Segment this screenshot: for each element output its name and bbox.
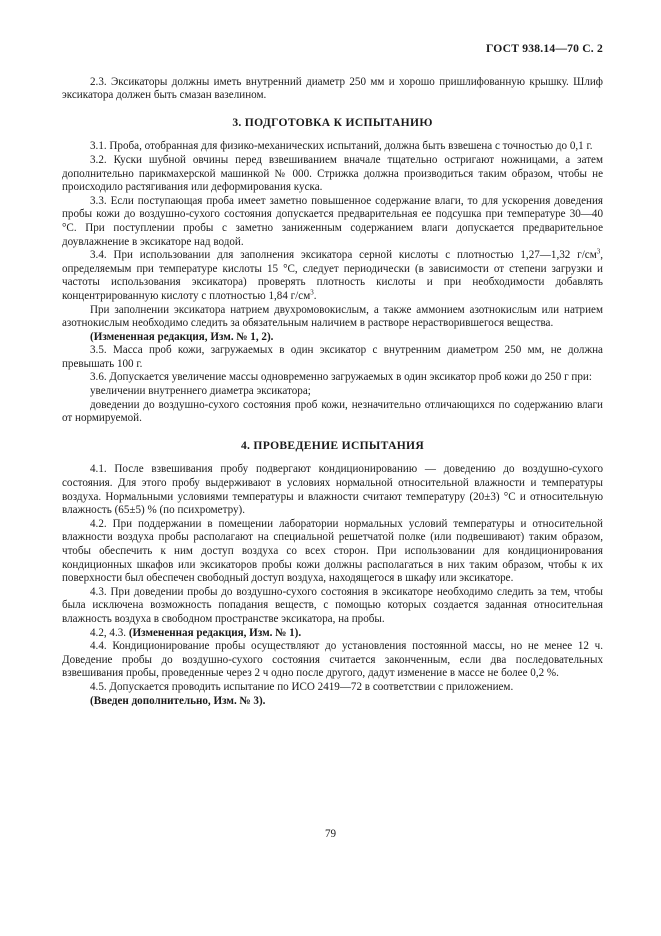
- paragraph-3-4-part-c: .: [313, 289, 317, 302]
- superscript-cube: 3: [596, 247, 601, 256]
- paragraph-3-6-item-a: увеличении внутреннего диаметра эксикатора;: [90, 385, 311, 398]
- amendment-note-2: [62, 627, 603, 641]
- section-4-title: 4. ПРОВЕДЕНИЕ ИСПЫТАНИЯ: [240, 438, 425, 452]
- paragraph-3-4-part-a: 3.4. При использовании для заполнения эксикатора серной кислоты с плотностью 1,27—1,32 г/см: [90, 249, 597, 262]
- paragraph-3-4-part-b: , определяемым при температуре кислоты 15 °С, следует периодически (в зависимости от степени загрузки и частоты использования эксикатора) проверять плотность кислоты и при необходимости добавлять концентрированную кислоту с плотностью 1,84 г/см: [62, 249, 603, 302]
- amendment-note-2-text: (Измененная редакция, Изм. № 1).: [128, 626, 302, 639]
- section-3-title: 3. ПОДГОТОВКА К ИСПЫТАНИЮ: [232, 115, 433, 129]
- amendment-note-1: (Измененная редакция, Изм. № 1, 2).: [90, 330, 274, 343]
- paragraph-3-3: 3.3. Если поступающая проба имеет заметно повышенное содержание влаги, то для ускорения доведения пробы кожи до воздушно-сухого состояния допускается предварительная ее подсушка при температуре 30—40 °С. При поступлении пробы с заметно заниженным содержанием влаги допускается предварительное доувлажнение в эксикаторе над водой.: [62, 194, 603, 248]
- running-header: ГОСТ 938.14—70 С. 2: [486, 42, 603, 55]
- paragraph-3-1: 3.1. Проба, отобранная для физико-механических испытаний, должна быть взвешена с точностью до 0,1 г.: [90, 140, 593, 153]
- superscript-cube: 3: [310, 288, 314, 297]
- page-number: 79: [324, 828, 337, 840]
- paragraph-4-1: 4.1. После взвешивания пробу подвергают кондиционированию — доведению до воздушно-сухого состояния. Для этого пробу выдерживают в условиях нормальной относительной влажности и температуры воздуха. Нормальными условиями температуры и влажности считают температуру (20±3) °С и относительную влажность (65±5) % (по психрометру).: [62, 463, 603, 517]
- paragraph-4-4: 4.4. Кондиционирование пробы осуществляют до установления постоянной массы, но не менее 12 ч. Доведение пробы до воздушно-сухого состояния считается законченным, если два последовательных взвешивания пробы, проведенные через 2 ч одно после другого, дадут изменение в массе не более 0,2 %.: [62, 640, 603, 680]
- amendment-note-3: (Введен дополнительно, Изм. № 3).: [90, 694, 266, 707]
- paragraph-4-2: 4.2. При поддержании в помещении лаборатории нормальных условий температуры и относительной влажности воздуха пробы располагают на специальной решетчатой полке (или подвешивают) таким образом, чтобы обеспечить к ним доступ воздуха со всех сторон. При использовании для кондиционирования кондиционных шкафов или эксикаторов пробы кожи должны располагаться в них таким образом, чтобы к их поверхности был обеспечен свободный доступ воздуха, находящегося в шкафу или эксикаторе.: [62, 517, 603, 585]
- paragraph-3-4-note: При заполнении эксикатора натрием двухромовокислым, а также аммонием азотнокислым или натрием азотнокислым необходимо следить за обязательным наличием в растворе нерастворившегося вещества.: [62, 303, 603, 330]
- paragraph-3-6-item-b: доведении до воздушно-сухого состояния проб кожи, незначительно отличающихся по содержанию влаги от нормируемой.: [62, 398, 603, 425]
- amendment-note-2-prefix: 4.2, 4.3.: [90, 626, 129, 639]
- paragraph-3-6: 3.6. Допускается увеличение массы одновременно загружаемых в один эксикатор проб кожи до 250 г при:: [90, 371, 592, 384]
- paragraph-4-5: 4.5. Допускается проводить испытание по ИСО 2419—72 в соответствии с приложением.: [90, 680, 514, 693]
- paragraph-2-3: 2.3. Эксикаторы должны иметь внутренний диаметр 250 мм и хорошо пришлифованную крышку. Шлиф эксикатора должен быть смазан вазелином.: [62, 75, 603, 102]
- paragraph-3-2: 3.2. Куски шубной овчины перед взвешиванием вначале тщательно остригают ножницами, а затем дополнительно парикмахерской машинкой № 000. Стрижка должна производиться таким образом, чтобы не происходило растягивания или деформирования куска.: [62, 153, 603, 194]
- paragraph-4-3: 4.3. При доведении пробы до воздушно-сухого состояния в эксикаторе необходимо следить за тем, чтобы была исключена возможность попадания веществ, с помощью которых создается заданная относительная влажность воздуха в свободном пространстве эксикатора, на пробы.: [62, 585, 603, 625]
- paragraph-3-4: [62, 249, 603, 303]
- paragraph-3-5: 3.5. Масса проб кожи, загружаемых в один эксикатор с внутренним диаметром 250 мм, не должна превышать 100 г.: [62, 344, 603, 370]
